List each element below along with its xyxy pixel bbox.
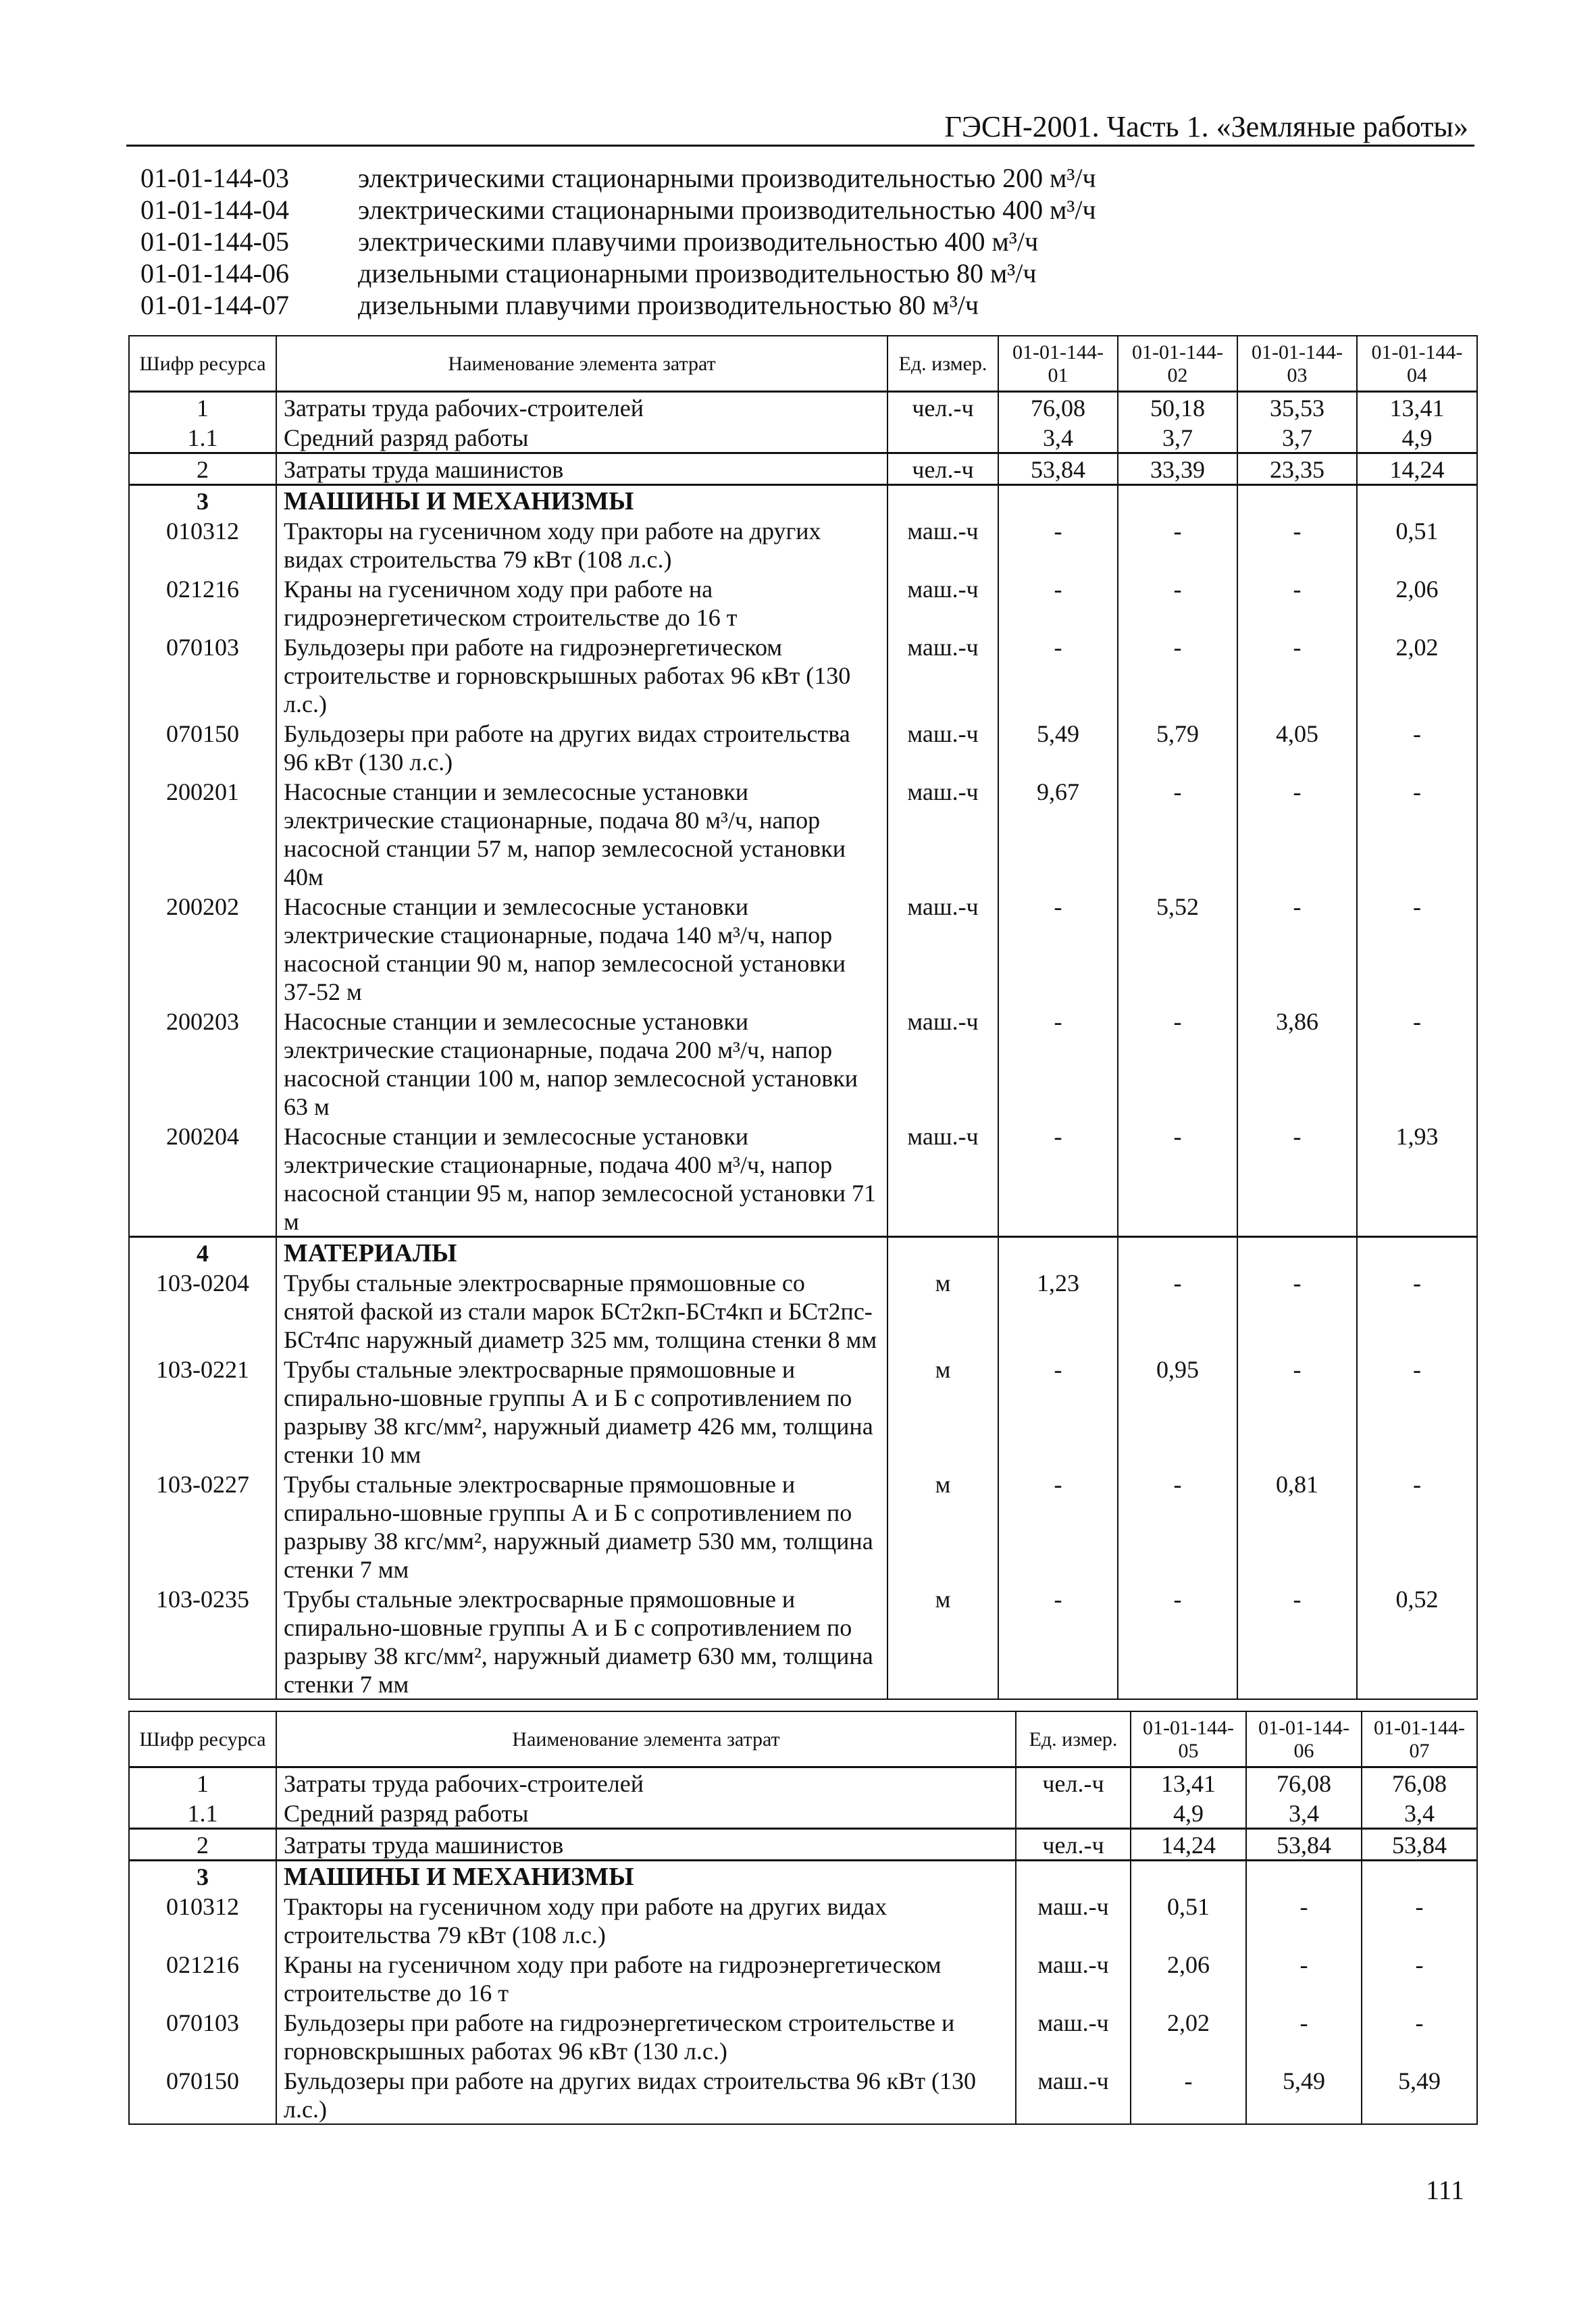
resource-value: [1118, 485, 1237, 516]
resource-value: 53,84: [998, 453, 1118, 485]
resource-code: 070103: [129, 632, 276, 718]
table-row: [129, 574, 1477, 632]
resource-value: -: [998, 1584, 1118, 1699]
resource-unit: [887, 422, 998, 453]
resource-unit: [887, 485, 998, 516]
code-desc: электрическими стационарными производительностью 200 м³/ч: [358, 163, 1096, 193]
resource-code: 1.1: [129, 1798, 276, 1829]
resource-value: [1362, 1861, 1477, 1892]
resource-value: 0,81: [1237, 1469, 1357, 1584]
table-row: [129, 776, 1477, 891]
resource-unit: м: [887, 1267, 998, 1354]
table-header-row: [129, 1711, 1477, 1767]
column-header: Наименование элемента затрат: [276, 1711, 1016, 1767]
code-line: [140, 257, 1096, 289]
column-header: 01-01-144-03: [1237, 336, 1357, 392]
resource-value: 5,52: [1118, 891, 1237, 1006]
resource-name: МАШИНЫ И МЕХАНИЗМЫ: [276, 1861, 1016, 1892]
resource-value: 33,39: [1118, 453, 1237, 485]
resource-unit: м: [887, 1584, 998, 1699]
code-line: [140, 194, 1096, 226]
resource-value: 1,23: [998, 1267, 1118, 1354]
resource-value: 13,41: [1357, 392, 1477, 423]
resource-unit: м: [887, 1469, 998, 1584]
resource-value: 3,7: [1118, 422, 1237, 453]
table-row: [129, 1354, 1477, 1469]
resource-value: -: [1131, 2065, 1246, 2124]
resource-unit: маш.-ч: [1016, 2007, 1131, 2065]
resource-unit: чел.-ч: [887, 392, 998, 423]
resource-value: -: [998, 891, 1118, 1006]
resource-name: Насосные станции и землесосные установки электрические стационарные, подача 140 м³/ч, напор насосной станции 90 м, напор землесосной установки 37-52 м: [276, 891, 887, 1006]
resource-code: 010312: [129, 515, 276, 574]
resource-code: 010312: [129, 1891, 276, 1949]
table-row: [129, 1829, 1477, 1861]
resource-unit: маш.-ч: [887, 574, 998, 632]
resource-value: 76,08: [1246, 1767, 1362, 1799]
resource-value: 4,05: [1237, 718, 1357, 776]
resource-value: 53,84: [1246, 1829, 1362, 1861]
resource-code: 103-0204: [129, 1267, 276, 1354]
code-desc: электрическими плавучими производительностью 400 м³/ч: [358, 226, 1039, 257]
resource-name: Затраты труда машинистов: [276, 1829, 1016, 1861]
resource-code: 070150: [129, 2065, 276, 2124]
resource-code: 1.1: [129, 422, 276, 453]
column-header: Ед. измер.: [1016, 1711, 1131, 1767]
resource-value: -: [1246, 1891, 1362, 1949]
table-row: [129, 632, 1477, 718]
resource-name: Трубы стальные электросварные прямошовные и спирально-шовные группы А и Б с сопротивлением по разрыву 38 кгс/мм², наружный диаметр 530 мм, толщина стенки 7 мм: [276, 1469, 887, 1584]
resource-value: -: [1237, 574, 1357, 632]
table-row: [129, 718, 1477, 776]
resource-name: Насосные станции и землесосные установки электрические стационарные, подача 400 м³/ч, напор насосной станции 95 м, напор землесосной установки 71 м: [276, 1121, 887, 1237]
resource-value: -: [1357, 1469, 1477, 1584]
resource-value: 5,49: [1362, 2065, 1477, 2124]
resource-value: [998, 1237, 1118, 1268]
table-row: [129, 1767, 1477, 1799]
code-desc: дизельными стационарными производительностью 80 м³/ч: [358, 258, 1037, 288]
resource-value: 4,9: [1131, 1798, 1246, 1829]
code-desc: электрическими стационарными производительностью 400 м³/ч: [358, 195, 1096, 225]
table-row: [129, 1798, 1477, 1829]
table-row: [129, 453, 1477, 485]
column-header: 01-01-144-07: [1362, 1711, 1477, 1767]
resource-value: [1237, 1237, 1357, 1268]
resource-value: 2,02: [1357, 632, 1477, 718]
resource-unit: [887, 1237, 998, 1268]
resource-value: -: [998, 574, 1118, 632]
resource-value: 5,49: [998, 718, 1118, 776]
resource-name: Бульдозеры при работе на других видах строительства 96 кВт (130 л.с.): [276, 2065, 1016, 2124]
table-row: [129, 1861, 1477, 1892]
resource-name: Бульдозеры при работе на гидроэнергетическом строительстве и горновскрышных работах 96 кВт (130 л.с.): [276, 2007, 1016, 2065]
page-number: 111: [1425, 2175, 1464, 2205]
resource-value: -: [1237, 515, 1357, 574]
resource-value: 76,08: [1362, 1767, 1477, 1799]
table-row: [129, 485, 1477, 516]
resource-table-1: [128, 335, 1478, 1700]
resource-value: -: [1237, 891, 1357, 1006]
resource-unit: маш.-ч: [887, 718, 998, 776]
resource-code: 1: [129, 392, 276, 423]
resource-code: 1: [129, 1767, 276, 1799]
resource-name: МАТЕРИАЛЫ: [276, 1237, 887, 1268]
resource-value: 53,84: [1362, 1829, 1477, 1861]
resource-unit: [1016, 1798, 1131, 1829]
table-row: [129, 1121, 1477, 1237]
resource-value: 0,95: [1118, 1354, 1237, 1469]
resource-unit: маш.-ч: [1016, 1891, 1131, 1949]
resource-name: Средний разряд работы: [276, 422, 887, 453]
resource-value: 35,53: [1237, 392, 1357, 423]
resource-code: 200201: [129, 776, 276, 891]
resource-name: Краны на гусеничном ходу при работе на гидроэнергетическом строительстве до 16 т: [276, 574, 887, 632]
code-id: 01-01-144-05: [140, 226, 289, 257]
table-row: [129, 891, 1477, 1006]
resource-unit: маш.-ч: [887, 891, 998, 1006]
resource-value: -: [1357, 1354, 1477, 1469]
resource-value: -: [1118, 632, 1237, 718]
resource-value: 2,06: [1357, 574, 1477, 632]
resource-name: Трубы стальные электросварные прямошовные и спирально-шовные группы А и Б с сопротивлением по разрыву 38 кгс/мм², наружный диаметр 630 мм, толщина стенки 7 мм: [276, 1584, 887, 1699]
resource-value: 0,51: [1357, 515, 1477, 574]
code-id: 01-01-144-04: [140, 195, 289, 225]
table-row: [129, 392, 1477, 423]
codes-list: [140, 162, 1096, 321]
code-line: [140, 162, 1096, 194]
resource-value: -: [1246, 2007, 1362, 2065]
resource-code: 200202: [129, 891, 276, 1006]
resource-table-2: [128, 1711, 1478, 2125]
resource-value: [1237, 485, 1357, 516]
resource-value: -: [1237, 1121, 1357, 1237]
code-line: [140, 226, 1096, 257]
resource-code: 103-0221: [129, 1354, 276, 1469]
resource-name: Трубы стальные электросварные прямошовные и спирально-шовные группы А и Б с сопротивлением по разрыву 38 кгс/мм², наружный диаметр 426 мм, толщина стенки 10 мм: [276, 1354, 887, 1469]
table-row: [129, 1006, 1477, 1121]
resource-name: Средний разряд работы: [276, 1798, 1016, 1829]
resource-value: 3,7: [1237, 422, 1357, 453]
resource-name: Трубы стальные электросварные прямошовные со снятой фаской из стали марок БСт2кп-БСт4кп и БСт2пс-БСт4пс наружный диаметр 325 мм, толщина стенки 8 мм: [276, 1267, 887, 1354]
resource-value: [1246, 1861, 1362, 1892]
resource-code: 200204: [129, 1121, 276, 1237]
table-row: [129, 1267, 1477, 1354]
code-line: [140, 289, 1096, 321]
resource-code: 3: [129, 485, 276, 516]
resource-value: [1118, 1237, 1237, 1268]
resource-value: -: [998, 515, 1118, 574]
resource-value: 23,35: [1237, 453, 1357, 485]
resource-value: -: [1362, 1949, 1477, 2007]
resource-value: 2,02: [1131, 2007, 1246, 2065]
resource-value: 4,9: [1357, 422, 1477, 453]
resource-unit: м: [887, 1354, 998, 1469]
resource-value: 2,06: [1131, 1949, 1246, 2007]
column-header: Наименование элемента затрат: [276, 336, 887, 392]
resource-value: -: [1246, 1949, 1362, 2007]
resource-name: Затраты труда рабочих-строителей: [276, 1767, 1016, 1799]
resource-value: -: [1118, 515, 1237, 574]
resource-code: 021216: [129, 1949, 276, 2007]
table-row: [129, 2007, 1477, 2065]
resource-value: -: [1362, 1891, 1477, 1949]
table-row: [129, 1949, 1477, 2007]
table-row: [129, 1469, 1477, 1584]
resource-unit: маш.-ч: [887, 776, 998, 891]
resource-unit: [1016, 1861, 1131, 1892]
table-row: [129, 1584, 1477, 1699]
resource-value: [1131, 1861, 1246, 1892]
resource-value: -: [1362, 2007, 1477, 2065]
resource-value: 50,18: [1118, 392, 1237, 423]
resource-code: 070150: [129, 718, 276, 776]
resource-value: -: [998, 1354, 1118, 1469]
resource-value: [998, 485, 1118, 516]
resource-value: -: [1118, 776, 1237, 891]
resource-value: 3,4: [998, 422, 1118, 453]
code-id: 01-01-144-07: [140, 290, 289, 320]
resource-value: -: [1237, 1267, 1357, 1354]
resource-value: 3,4: [1362, 1798, 1477, 1829]
resource-code: 4: [129, 1237, 276, 1268]
resource-value: 14,24: [1357, 453, 1477, 485]
resource-value: -: [1357, 718, 1477, 776]
resource-name: МАШИНЫ И МЕХАНИЗМЫ: [276, 485, 887, 516]
table-row: [129, 1237, 1477, 1268]
column-header: 01-01-144-01: [998, 336, 1118, 392]
header-rule: [126, 145, 1474, 147]
resource-value: -: [1118, 1121, 1237, 1237]
resource-value: -: [1357, 891, 1477, 1006]
resource-value: -: [998, 1469, 1118, 1584]
table-row: [129, 515, 1477, 574]
resource-unit: маш.-ч: [887, 1121, 998, 1237]
resource-code: 070103: [129, 2007, 276, 2065]
resource-value: 9,67: [998, 776, 1118, 891]
resource-unit: маш.-ч: [887, 1006, 998, 1121]
resource-value: -: [1357, 1267, 1477, 1354]
resource-value: 13,41: [1131, 1767, 1246, 1799]
resource-value: -: [1118, 1584, 1237, 1699]
resource-name: Бульдозеры при работе на гидроэнергетическом строительстве и горновскрышных работах 96 кВт (130 л.с.): [276, 632, 887, 718]
column-header: 01-01-144-02: [1118, 336, 1237, 392]
resource-name: Краны на гусеничном ходу при работе на гидроэнергетическом строительстве до 16 т: [276, 1949, 1016, 2007]
resource-value: [1357, 485, 1477, 516]
resource-value: -: [1237, 632, 1357, 718]
column-header: 01-01-144-04: [1357, 336, 1477, 392]
resource-name: Насосные станции и землесосные установки электрические стационарные, подача 200 м³/ч, напор насосной станции 100 м, напор землесосной установки 63 м: [276, 1006, 887, 1121]
resource-name: Затраты труда рабочих-строителей: [276, 392, 887, 423]
resource-unit: чел.-ч: [1016, 1767, 1131, 1799]
resource-code: 2: [129, 1829, 276, 1861]
column-header: 01-01-144-06: [1246, 1711, 1362, 1767]
table-row: [129, 1891, 1477, 1949]
resource-value: 1,93: [1357, 1121, 1477, 1237]
resource-value: -: [998, 1006, 1118, 1121]
resource-value: 76,08: [998, 392, 1118, 423]
resource-value: -: [1118, 1006, 1237, 1121]
resource-name: Тракторы на гусеничном ходу при работе на других видах строительства 79 кВт (108 л.с.): [276, 1891, 1016, 1949]
resource-value: 5,49: [1246, 2065, 1362, 2124]
resource-code: 3: [129, 1861, 276, 1892]
resource-name: Бульдозеры при работе на других видах строительства 96 кВт (130 л.с.): [276, 718, 887, 776]
resource-value: -: [1237, 776, 1357, 891]
resource-code: 103-0235: [129, 1584, 276, 1699]
resource-code: 103-0227: [129, 1469, 276, 1584]
resource-value: 0,51: [1131, 1891, 1246, 1949]
code-id: 01-01-144-06: [140, 258, 289, 288]
resource-code: 200203: [129, 1006, 276, 1121]
resource-unit: маш.-ч: [1016, 2065, 1131, 2124]
resource-value: -: [998, 1121, 1118, 1237]
resource-value: -: [998, 632, 1118, 718]
table-row: [129, 422, 1477, 453]
resource-unit: маш.-ч: [1016, 1949, 1131, 2007]
resource-value: -: [1237, 1354, 1357, 1469]
resource-value: -: [1357, 1006, 1477, 1121]
column-header: 01-01-144-05: [1131, 1711, 1246, 1767]
resource-value: -: [1237, 1584, 1357, 1699]
resource-value: -: [1118, 574, 1237, 632]
resource-code: 021216: [129, 574, 276, 632]
resource-value: 3,4: [1246, 1798, 1362, 1829]
resource-unit: маш.-ч: [887, 515, 998, 574]
running-header: ГЭСН-2001. Часть 1. «Земляные работы»: [944, 110, 1468, 143]
column-header: Шифр ресурса: [129, 336, 276, 392]
table-header-row: [129, 336, 1477, 392]
resource-value: 0,52: [1357, 1584, 1477, 1699]
code-desc: дизельными плавучими производительностью 80 м³/ч: [358, 290, 979, 320]
resource-unit: чел.-ч: [887, 453, 998, 485]
resource-code: 2: [129, 453, 276, 485]
resource-value: -: [1118, 1267, 1237, 1354]
code-id: 01-01-144-03: [140, 163, 289, 193]
resource-name: Насосные станции и землесосные установки электрические стационарные, подача 80 м³/ч, напор насосной станции 57 м, напор землесосной установки 40м: [276, 776, 887, 891]
resource-value: 14,24: [1131, 1829, 1246, 1861]
resource-value: 5,79: [1118, 718, 1237, 776]
table-row: [129, 2065, 1477, 2124]
resource-value: -: [1118, 1469, 1237, 1584]
resource-name: Тракторы на гусеничном ходу при работе на других видах строительства 79 кВт (108 л.с.): [276, 515, 887, 574]
column-header: Шифр ресурса: [129, 1711, 276, 1767]
resource-value: 3,86: [1237, 1006, 1357, 1121]
column-header: Ед. измер.: [887, 336, 998, 392]
resource-unit: маш.-ч: [887, 632, 998, 718]
resource-value: [1357, 1237, 1477, 1268]
resource-name: Затраты труда машинистов: [276, 453, 887, 485]
resource-value: -: [1357, 776, 1477, 891]
resource-unit: чел.-ч: [1016, 1829, 1131, 1861]
